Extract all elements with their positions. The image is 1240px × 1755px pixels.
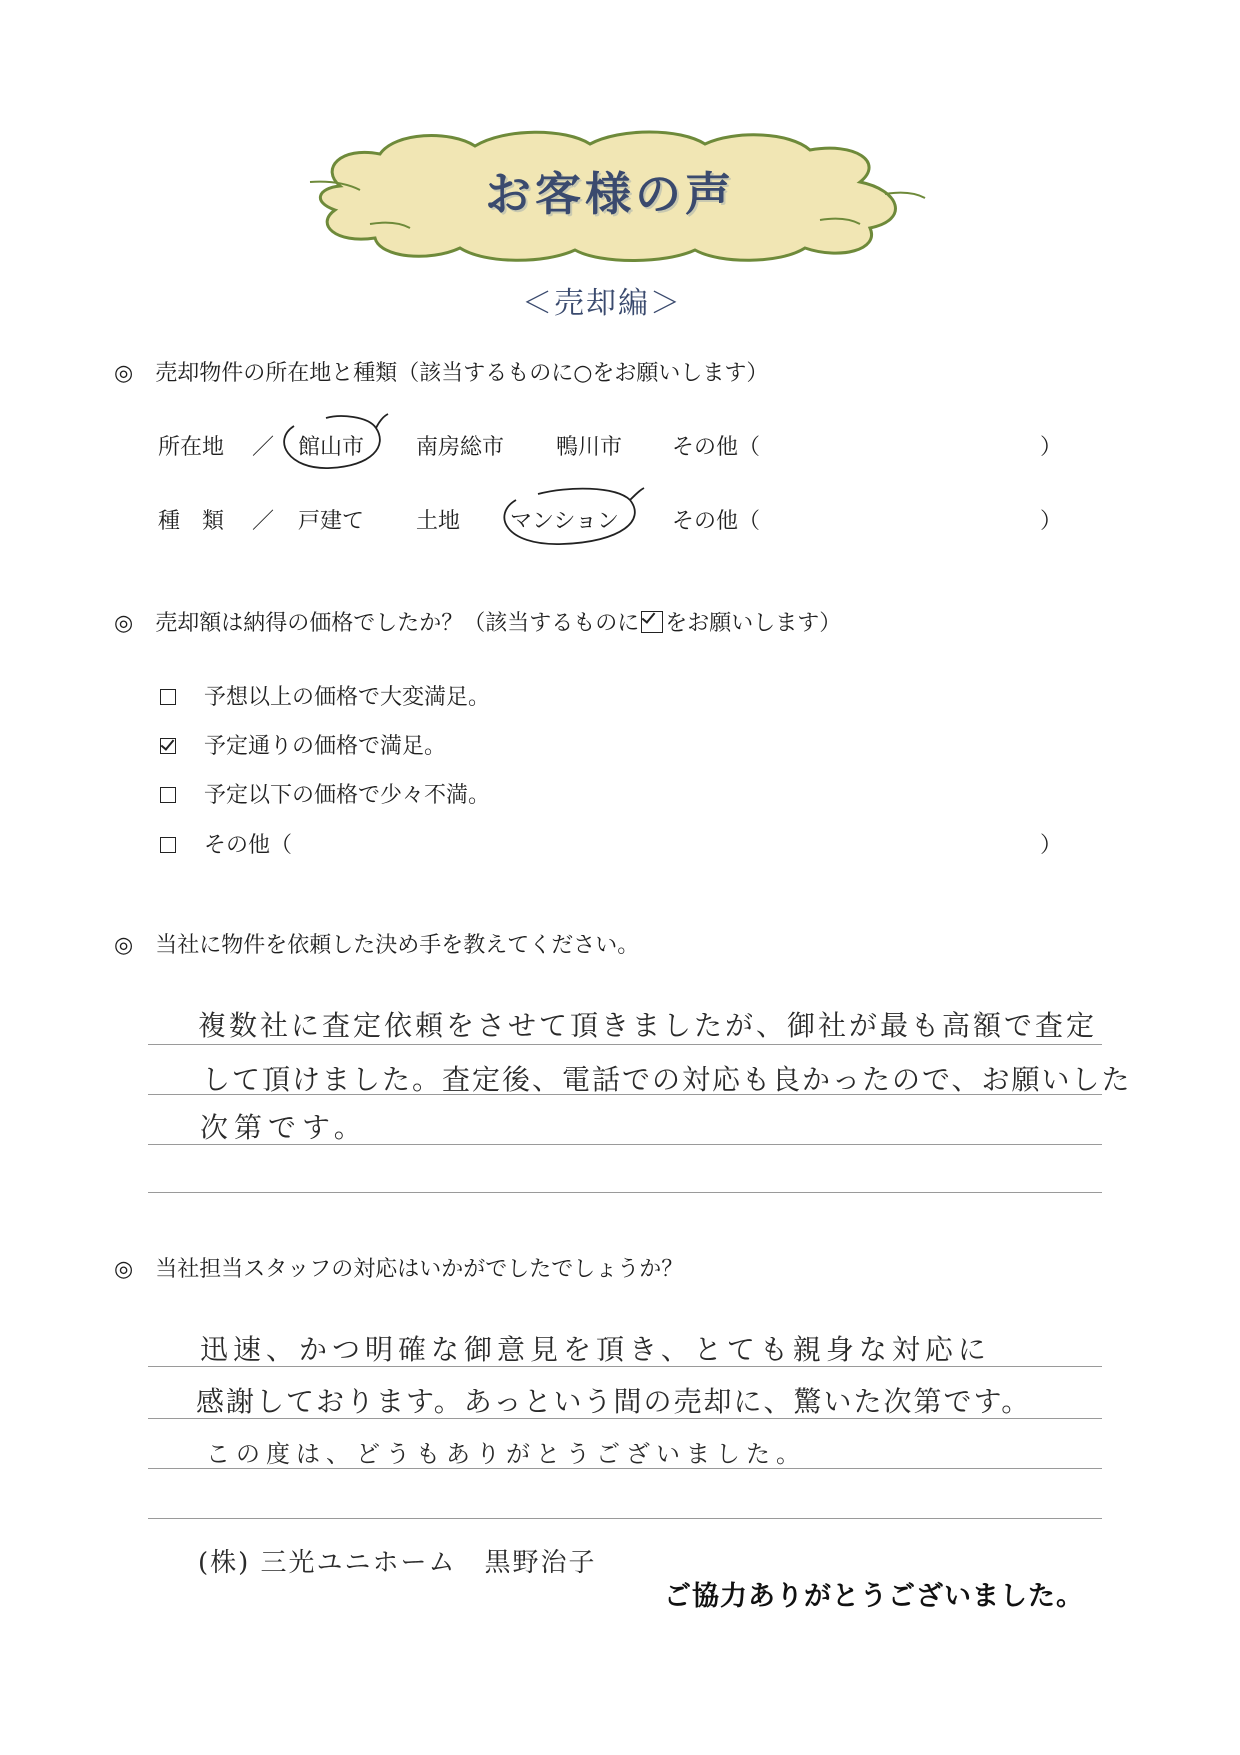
bullet-icon: ◎ (114, 361, 134, 386)
q3-answer-line: して頂けました。査定後、電話での対応も良かったので、お願いした (202, 1063, 1132, 1096)
closing-message: ご協力ありがとうございました。 (664, 1581, 1084, 1612)
location-option-other[interactable]: その他（ (672, 435, 761, 460)
q2-option[interactable]: 予定以下の価格で少々不満。 (160, 778, 490, 809)
checkbox-checked[interactable] (160, 738, 176, 754)
q4-answer-line: 迅速、かつ明確な御意見を頂き、とても親身な対応に (200, 1333, 991, 1366)
type-option-land[interactable]: 土地 (416, 509, 461, 534)
q1-heading: ◎ 売却物件の所在地と種類（該当するものに○をお願いします） (114, 361, 769, 386)
answer-line (148, 1518, 1102, 1519)
q4-answer-line: この度は、どうもありがとうございました。 (206, 1440, 806, 1468)
type-separator: ／ (252, 509, 275, 534)
bullet-icon: ◎ (114, 1257, 134, 1282)
bullet-icon: ◎ (114, 611, 134, 636)
checkbox[interactable] (160, 787, 176, 803)
q4-heading: ◎ 当社担当スタッフの対応はいかがでしたでしょうか？ (114, 1257, 684, 1282)
q2-other-close: ） (1040, 833, 1063, 858)
type-option-other[interactable]: その他（ (672, 509, 761, 534)
page-subtitle: ＜売却編＞ (522, 286, 682, 321)
selected-circle-mark (498, 484, 648, 554)
location-option-tateyama[interactable]: 館山市 (298, 435, 365, 460)
type-option-house[interactable]: 戸建て (298, 509, 365, 534)
q2-option[interactable]: 予定通りの価格で満足。 (160, 729, 446, 760)
bullet-icon: ◎ (114, 933, 134, 958)
location-other-close: ） (1040, 435, 1063, 460)
type-option-mansion[interactable]: マンション (510, 509, 620, 534)
signature: (株) 三光ユニホーム 黒野治子 (198, 1548, 597, 1578)
answer-line (148, 1044, 1102, 1045)
type-label: 種 類 (158, 509, 225, 534)
answer-line (148, 1192, 1102, 1193)
location-label: 所在地 (158, 435, 225, 460)
selected-circle-mark (280, 412, 390, 474)
page-title: お客様の声 (485, 167, 735, 221)
type-other-close: ） (1040, 509, 1063, 534)
location-option-kamogawa[interactable]: 鴨川市 (556, 435, 623, 460)
q3-answer-line: 次第です。 (200, 1111, 368, 1144)
q3-answer-line: 複数社に査定依頼をさせて頂きましたが、御社が最も高額で査定 (198, 1009, 1098, 1042)
checkmark-box-icon (641, 611, 663, 633)
q2-option[interactable]: その他（ (160, 828, 292, 859)
q4-answer-line: 感謝しております。あっという間の売却に、驚いた次第です。 (196, 1385, 1032, 1418)
checkbox[interactable] (160, 689, 176, 705)
location-option-minamiboso[interactable]: 南房総市 (416, 435, 505, 460)
q2-heading: ◎ 売却額は納得の価格でしたか？（該当するものに をお願いします） (114, 611, 842, 636)
checkbox[interactable] (160, 837, 176, 853)
q3-heading: ◎ 当社に物件を依頼した決め手を教えてください。 (114, 933, 640, 958)
location-separator: ／ (252, 435, 275, 460)
q2-option[interactable]: 予想以上の価格で大変満足。 (160, 680, 490, 711)
